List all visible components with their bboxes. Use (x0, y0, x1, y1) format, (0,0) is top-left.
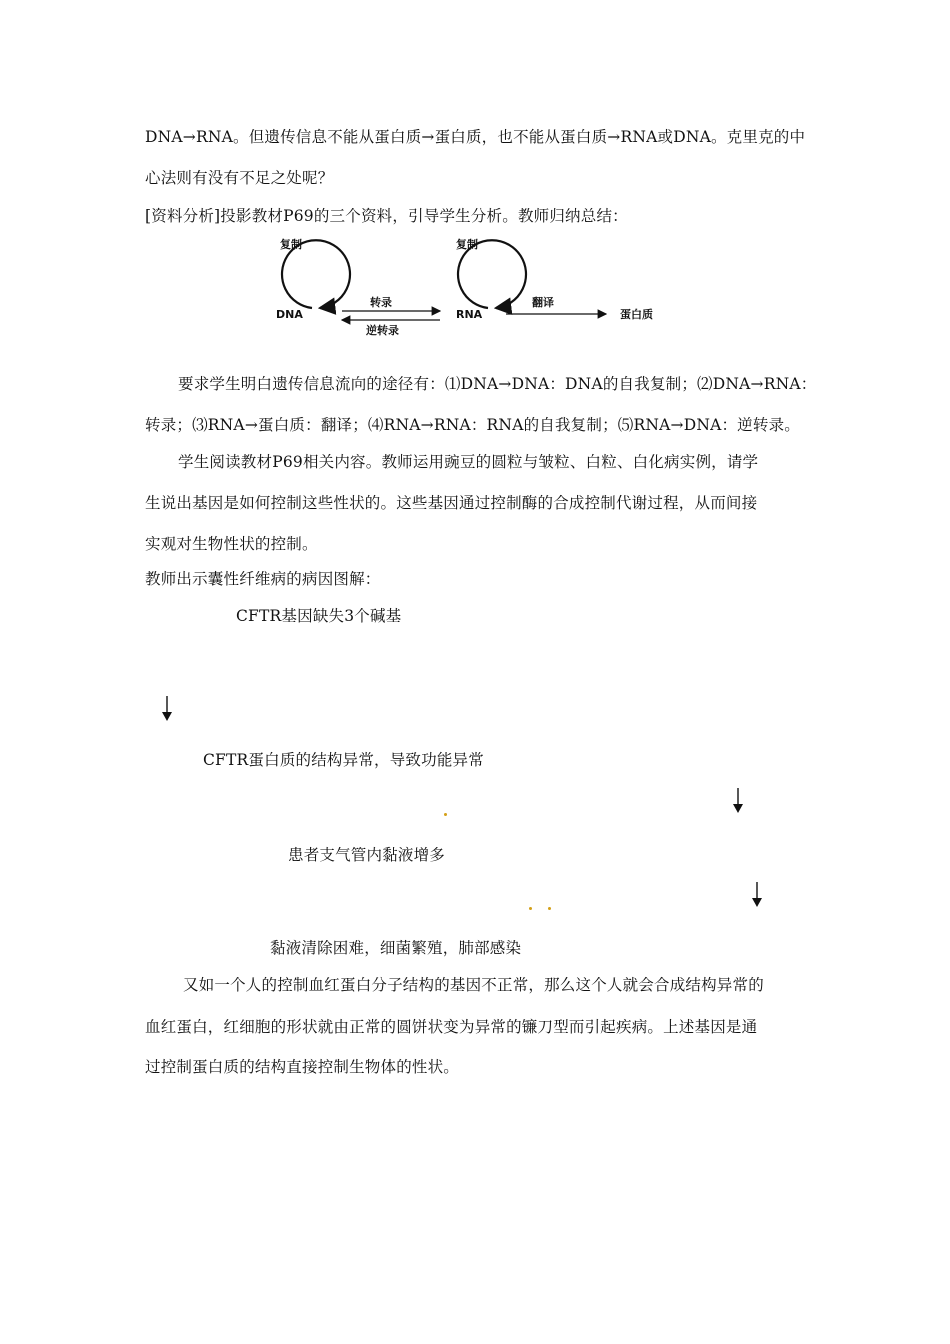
diagram-transcription-label: 转录 (370, 296, 392, 309)
paragraph-3-line-1: 要求学生明白遗传信息流向的途径有：⑴DNA→DNA：DNA的自我复制；⑵DNA→RNA： (178, 375, 817, 393)
flow-arrow-down-icon (750, 882, 764, 908)
paragraph-6-line-2: 血红蛋白，红细胞的形状就由正常的圆饼状变为异常的镰刀型而引起疾病。上述基因是通 (145, 1018, 758, 1036)
flow-step-1: CFTR基因缺失3个碱基 (236, 607, 402, 625)
central-dogma-diagram (250, 236, 690, 342)
diagram-translation-label: 翻译 (532, 296, 554, 309)
paragraph-5: 教师出示囊性纤维病的病因图解： (145, 570, 381, 588)
diagram-dna-label: DNA (276, 308, 303, 321)
diagram-protein-label: 蛋白质 (620, 308, 653, 321)
flow-step-4: 黏液清除困难，细菌繁殖，肺部感染 (270, 939, 522, 957)
stray-dot (529, 907, 532, 910)
paragraph-4-line-1: 学生阅读教材P69相关内容。教师运用豌豆的圆粒与皱粒、白粒、白化病实例，请学 (178, 453, 759, 471)
flow-arrow-down-icon (160, 696, 174, 722)
flow-step-3: 患者支气管内黏液增多 (288, 846, 446, 864)
diagram-rna-label: RNA (456, 308, 483, 321)
diagram-reverse-transcription-label: 逆转录 (366, 324, 399, 337)
flow-step-2: CFTR蛋白质的结构异常，导致功能异常 (203, 751, 484, 769)
paragraph-4-line-2: 生说出基因是如何控制这些性状的。这些基因通过控制酶的合成控制代谢过程，从而间接 (145, 494, 758, 512)
diagram-rna-replication-loop (458, 240, 526, 308)
paragraph-4-line-3: 实观对生物性状的控制。 (145, 535, 318, 553)
stray-dot (444, 813, 447, 816)
paragraph-1-line-1: DNA→RNA。但遗传信息不能从蛋白质→蛋白质，也不能从蛋白质→RNA或DNA。克里克的中 (145, 128, 806, 146)
stray-dot (548, 907, 551, 910)
flow-arrow-down-icon (731, 788, 745, 814)
paragraph-2: [资料分析]投影教材P69的三个资料，引导学生分析。教师归纳总结： (145, 207, 628, 225)
paragraph-6-line-1: 又如一个人的控制血红蛋白分子结构的基因不正常，那么这个人就会合成结构异常的 (183, 976, 764, 994)
paragraph-1-line-2: 心法则有没有不足之处呢？ (145, 169, 334, 187)
diagram-dna-replication-loop (282, 240, 350, 308)
paragraph-3-line-2: 转录；⑶RNA→蛋白质：翻译；⑷RNA→RNA：RNA的自我复制；⑸RNA→DNA：逆转录。 (145, 416, 800, 434)
diagram-replication-left-label: 复制 (280, 238, 302, 251)
diagram-replication-right-label: 复制 (456, 238, 478, 251)
paragraph-6-line-3: 过控制蛋白质的结构直接控制生物体的性状。 (145, 1058, 460, 1076)
